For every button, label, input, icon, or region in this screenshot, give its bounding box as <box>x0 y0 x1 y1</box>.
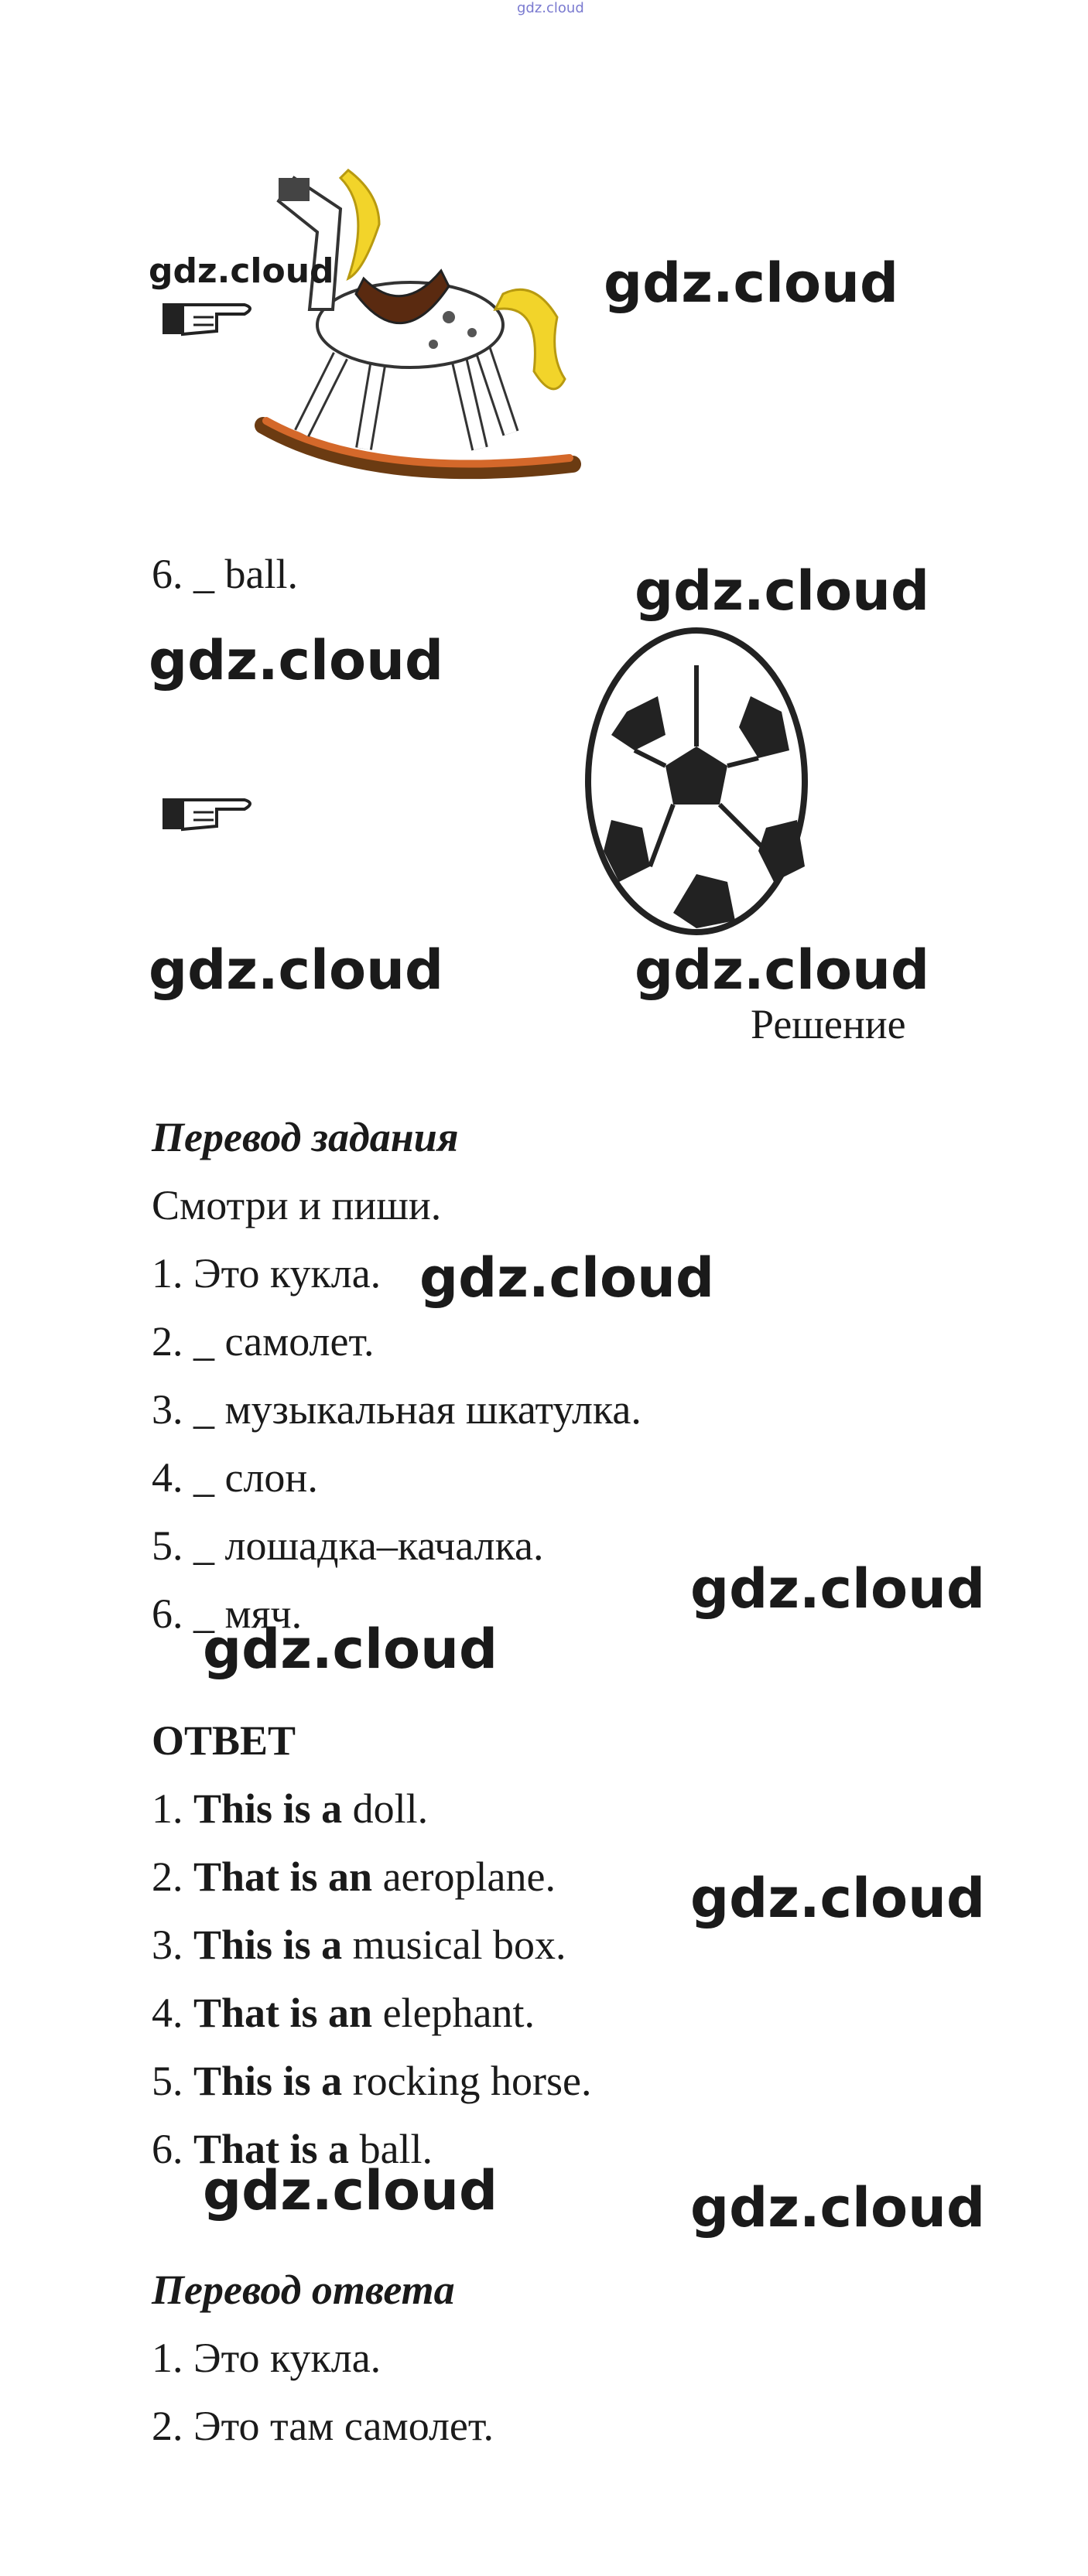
task-translation-heading: Перевод задания <box>152 1114 459 1160</box>
answer-number: 1. <box>152 1785 183 1832</box>
task-instruction: Смотри и пиши. <box>152 1182 442 1228</box>
soccer-ball-picture <box>580 619 828 944</box>
answer-item <box>152 1920 566 1970</box>
task-item: 3. _ музыкальная шкатулка. <box>152 1386 642 1433</box>
answer-item <box>152 1988 535 2038</box>
answer-heading: ОТВЕТ <box>152 1717 296 1764</box>
top-watermark: gdz.cloud <box>517 0 584 16</box>
answer-number: 6. <box>152 2126 183 2172</box>
answer-item <box>152 2056 592 2106</box>
answer-translation-item: 1. Это кукла. <box>152 2335 381 2381</box>
watermark: gdz.cloud <box>690 1557 986 1621</box>
task-item: 5. _ лошадка–качалка. <box>152 1522 544 1569</box>
answer-number: 3. <box>152 1922 183 1968</box>
answer-item <box>152 1784 428 1833</box>
answer-rest: aeroplane. <box>382 1853 556 1900</box>
answer-number: 4. <box>152 1990 183 2036</box>
answer-rest: rocking horse. <box>352 2058 592 2104</box>
watermark: gdz.cloud <box>419 1246 715 1310</box>
answer-bold: That is an <box>193 1990 373 2036</box>
answer-item <box>152 2124 433 2174</box>
solution-label: Решение <box>751 1001 906 1047</box>
watermark: gdz.cloud <box>203 2159 498 2222</box>
answer-bold: This is a <box>193 1785 343 1832</box>
watermark: gdz.cloud <box>635 938 930 1002</box>
answer-number: 2. <box>152 1853 183 1900</box>
answer-number: 5. <box>152 2058 183 2104</box>
watermark: gdz.cloud <box>604 251 899 315</box>
task-item: 1. Это кукла. <box>152 1250 381 1297</box>
watermark: gdz.cloud <box>149 629 444 692</box>
answer-translation-item: 2. Это там самолет. <box>152 2403 494 2449</box>
answer-bold: This is a <box>193 2058 343 2104</box>
watermark: gdz.cloud <box>203 1618 498 1681</box>
watermark: gdz.cloud <box>635 559 930 623</box>
answer-rest: ball. <box>359 2126 433 2172</box>
pointing-hand-icon <box>159 786 260 837</box>
watermark: gdz.cloud <box>149 251 334 291</box>
watermark: gdz.cloud <box>149 938 444 1002</box>
task-item: 4. _ слон. <box>152 1454 318 1501</box>
answer-bold: That is an <box>193 1853 373 1900</box>
pointing-hand-icon <box>159 291 260 342</box>
answer-translation-heading: Перевод ответа <box>152 2267 455 2313</box>
answer-item <box>152 1852 556 1901</box>
answer-rest: elephant. <box>382 1990 535 2036</box>
answer-bold: That is a <box>193 2126 350 2172</box>
task-item: 2. _ самолет. <box>152 1318 375 1365</box>
rocking-horse-picture <box>248 124 619 526</box>
watermark: gdz.cloud <box>690 1867 986 1930</box>
answer-rest: musical box. <box>352 1922 566 1968</box>
task-item: 6. _ мяч. <box>152 1590 303 1637</box>
answer-bold: This is a <box>193 1922 343 1968</box>
answer-rest: doll. <box>352 1785 429 1832</box>
watermark: gdz.cloud <box>690 2176 986 2239</box>
exercise-item-6: 6. _ ball. <box>152 551 298 597</box>
